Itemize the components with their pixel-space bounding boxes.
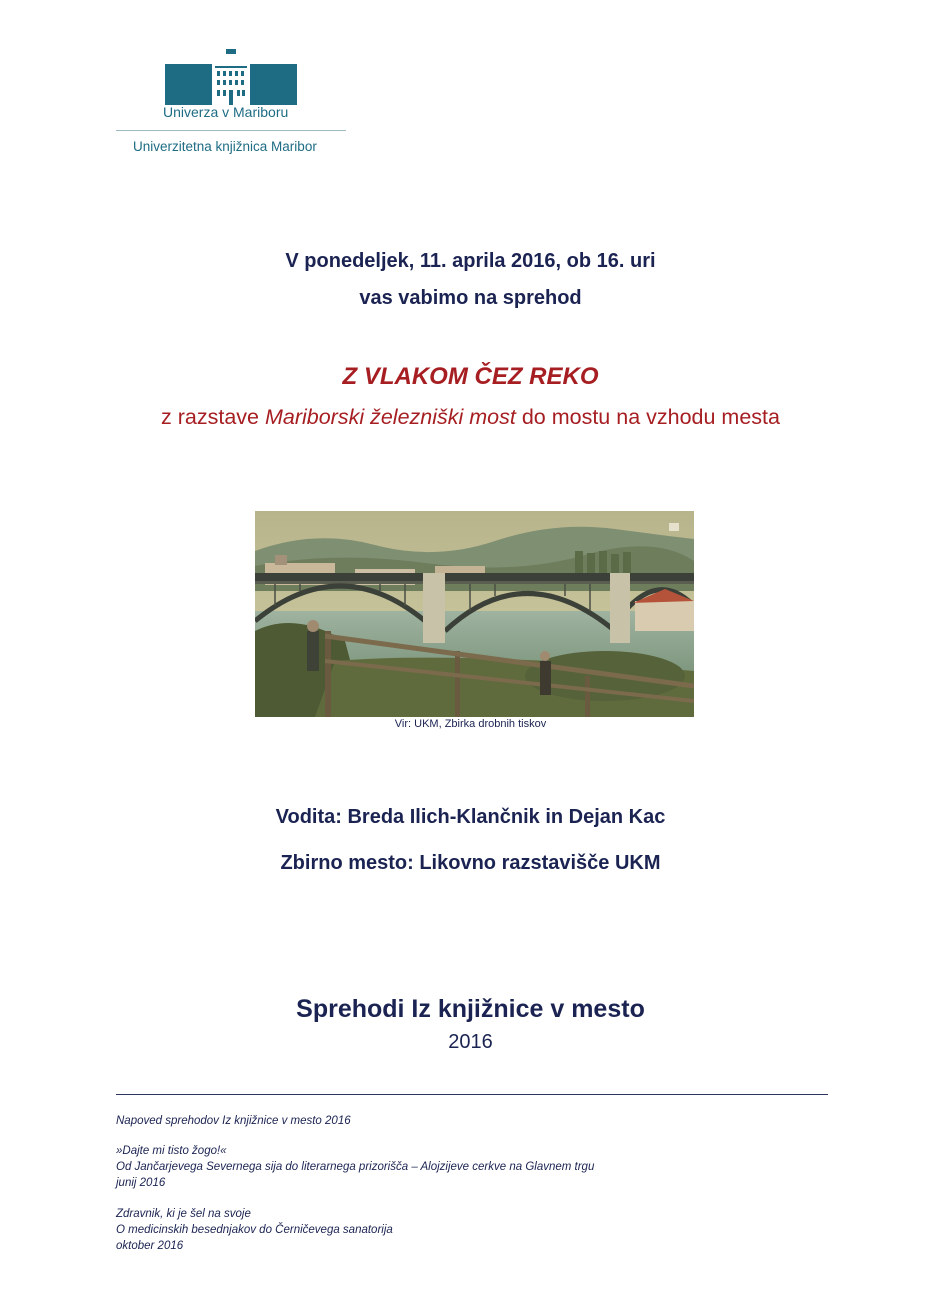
subtitle-prefix: z razstave — [161, 405, 265, 429]
event-date: V ponedeljek, 11. aprila 2016, ob 16. uri — [285, 250, 656, 272]
series-year: 2016 — [448, 1031, 493, 1053]
exhibition-name: Mariborski železniški most — [264, 405, 516, 429]
image-caption: Vir: UKM, Zbirka drobnih tiskov — [394, 718, 547, 730]
meeting-point: Zbirno mesto: Likovno razstavišče UKM — [280, 852, 661, 874]
guides: Vodita: Breda Ilich-Klančnik in Dejan Kac — [275, 806, 666, 828]
event-subtitle — [0, 405, 941, 430]
university-building-icon — [165, 44, 297, 105]
walk-1-title: »Dajte mi tisto žogo!« — [116, 1145, 227, 1157]
subtitle-suffix: do mostu na vzhodu mesta — [515, 405, 780, 429]
walk-2-route: O medicinskih besednjakov do Černičevega sanatorija — [116, 1224, 393, 1236]
walk-2-title: Zdravnik, ki je šel na svoje — [116, 1208, 251, 1220]
footer-divider — [116, 1094, 828, 1095]
walk-1-route: Od Jančarjevega Severnega sija do literarnega prizorišča – Alojzijeve cerkve na Glavnem trgu — [116, 1161, 595, 1173]
university-name: Univerza v Mariboru — [163, 104, 289, 120]
walk-1-date: junij 2016 — [116, 1177, 166, 1189]
series-name: Sprehodi Iz knjižnice v mesto — [296, 995, 645, 1023]
logo-divider — [116, 130, 346, 131]
event-title: Z VLAKOM ČEZ REKO — [342, 363, 599, 390]
invitation-text: vas vabimo na sprehod — [359, 287, 582, 309]
bridge-postcard-image — [255, 511, 694, 717]
walk-2-date: oktober 2016 — [116, 1240, 184, 1252]
library-name: Univerzitetna knjižnica Maribor — [133, 139, 317, 154]
footer-announcement: Napoved sprehodov Iz knjižnice v mesto 2016 — [116, 1115, 351, 1127]
university-logo — [165, 44, 297, 105]
